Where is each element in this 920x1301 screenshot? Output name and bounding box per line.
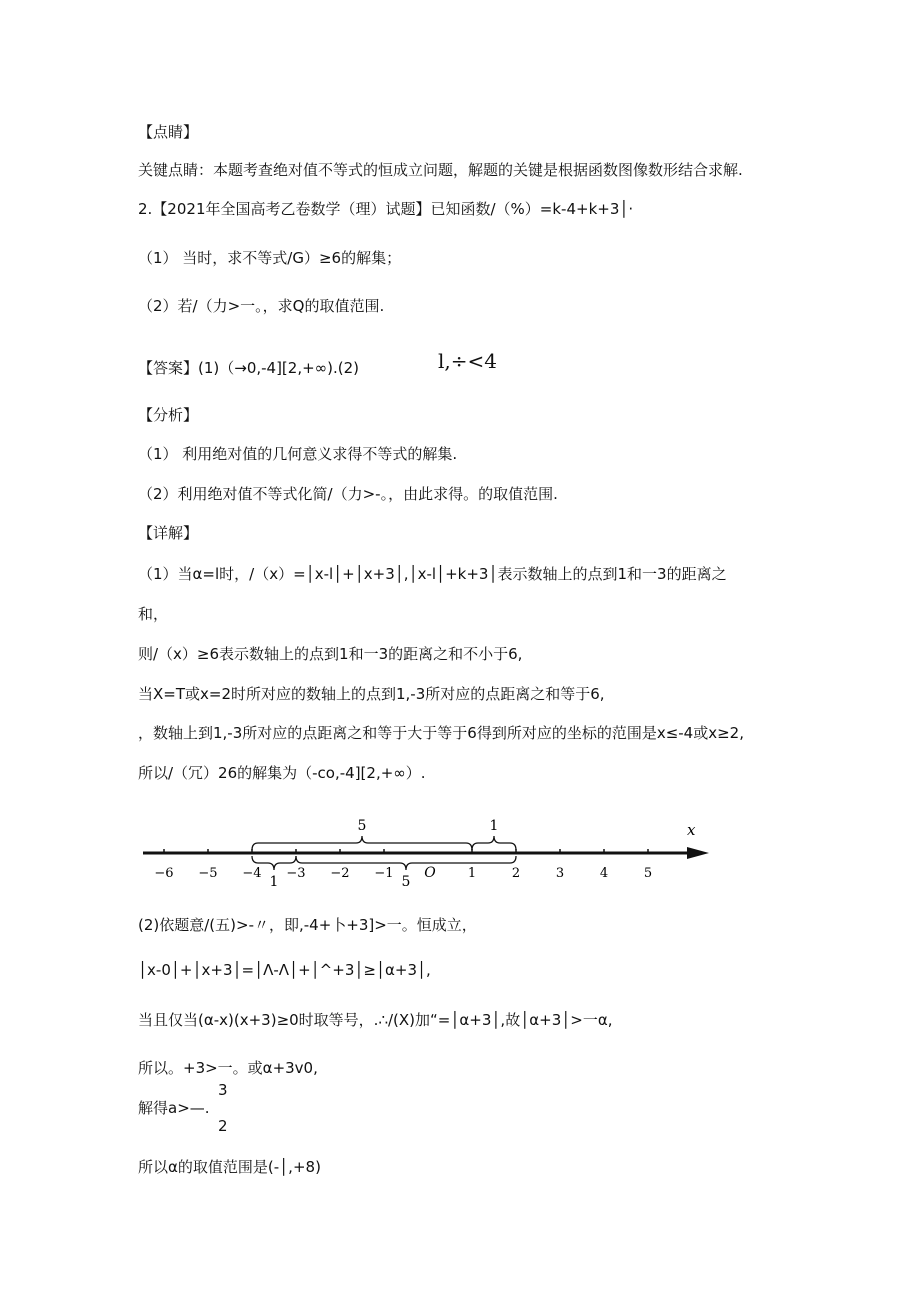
brace-label: 1	[269, 874, 279, 890]
problem-part-2: （2）若/（力>一。，求Q的取值范围.	[138, 297, 385, 315]
brace-label: 1	[489, 818, 499, 834]
tick-label: 1	[467, 866, 477, 881]
brace	[252, 836, 472, 850]
axis-arrow	[687, 847, 709, 859]
analysis-step-1: （1） 利用绝对值的几何意义求得不等式的解集.	[138, 445, 458, 463]
solution-line: 所以α的取值范围是(-│,+8)	[138, 1158, 321, 1176]
tick-label: 2	[511, 866, 521, 881]
brace-label: 5	[357, 818, 367, 834]
answer-line: 【答案】(1)（→0,-4][2,+∞).(2)	[138, 359, 360, 377]
solution-line: 当且仅当(α-x)(x+3)≥0时取等号，.∴/(X)加“=│α+3│,故│α+3│>一α,	[138, 1011, 613, 1029]
axis-label: x	[687, 821, 696, 839]
solution-line: ，数轴上到1,-3所对应的点距离之和等于大于等于6得到所对应的坐标的范围是x≤-4或x≥2,	[138, 724, 744, 742]
text-line: 关键点睛：本题考查绝对值不等式的恒成立问题，解题的关键是根据函数图像数形结合求解.	[138, 161, 743, 179]
fraction-denominator: 2	[218, 1117, 228, 1135]
tick-label: −4	[242, 866, 262, 881]
tick-label: −5	[198, 866, 218, 881]
brace	[472, 836, 516, 850]
solution-line: （1）当α=l时，/（x）=│x-l│+│x+3│,│x-l│+k+3│表示数轴上的点到1和一3的距离之	[138, 565, 727, 583]
solution-line: 所以/（冗）26的解集为（-co,-4][2,+∞）.	[138, 764, 426, 782]
section-heading-fenxi: 【分析】	[138, 406, 199, 424]
tick-label: −6	[154, 866, 174, 881]
problem-title: 2.【2021年全国高考乙卷数学（理）试题】已知函数/（%）=k-4+k+3│·	[138, 200, 634, 218]
tick-label: 3	[555, 866, 565, 881]
fraction-numerator: 3	[218, 1081, 228, 1099]
tick-label: 5	[643, 866, 653, 881]
section-heading-xiangjie: 【详解】	[138, 524, 199, 542]
brace	[296, 856, 516, 870]
solution-line: (2)依题意/(五)>-〃，即,-4+卜+3]>一。恒成立，	[138, 916, 477, 934]
solution-line: 当X=T或x=2时所对应的数轴上的点到1,-3所对应的点距离之和等于6,	[138, 685, 605, 703]
tick-label: 4	[599, 866, 609, 881]
origin-label: O	[424, 865, 436, 881]
tick-label: −1	[374, 866, 394, 881]
tick-label: −2	[330, 866, 350, 881]
solution-line: 和，	[138, 605, 169, 623]
solution-line: 解得a>—.	[138, 1099, 210, 1117]
solution-line: 所以。+3>一。或α+3v0,	[138, 1059, 318, 1077]
problem-part-1: （1） 当时，求不等式/G）≥6的解集；	[138, 249, 402, 267]
solution-line: │x-0│+│x+3│=│Λ-Λ│+│^+3│≥│α+3│,	[138, 961, 431, 979]
brace-label: 5	[401, 874, 411, 890]
answer-part-2: l,÷<4	[438, 349, 497, 373]
solution-line: 则/（x）≥6表示数轴上的点到1和一3的距离之和不小于6,	[138, 645, 523, 663]
analysis-step-2: （2）利用绝对值不等式化简/（力>-。，由此求得。的取值范围.	[138, 485, 558, 503]
tick-label: −3	[286, 866, 306, 881]
section-heading-dianjing: 【点睛】	[138, 123, 199, 141]
number-line-figure	[135, 805, 735, 895]
